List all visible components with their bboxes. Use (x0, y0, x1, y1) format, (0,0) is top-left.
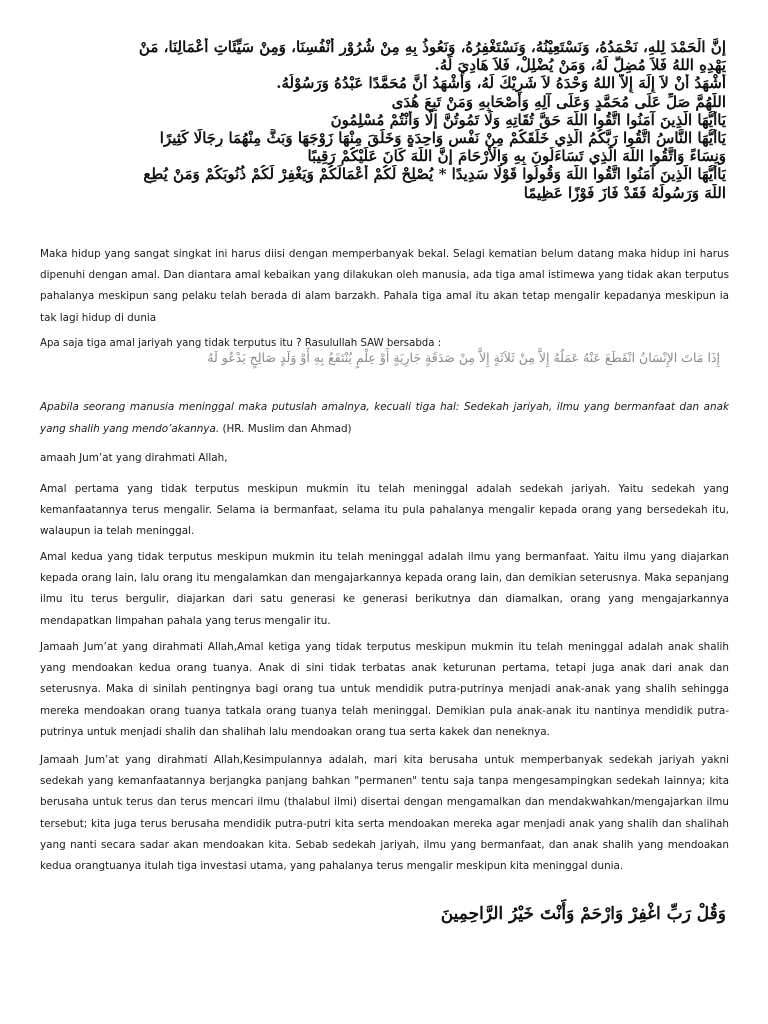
opening-arabic-line: اللَّهُمَّ صَلِّ عَلَى مُحَمَّدٍ وَعَلَى آلِهِ وَأَصْحَابِهِ وَمَنْ تَبِعَ هُدَى (391, 92, 726, 111)
paragraph-sedekah-jariyah: Amal pertama yang tidak terputus meskipun mukmin itu telah meninggal adalah sedekah jariyah. Yaitu sedekah yang kemanfaatannya terus mengalir. Selama ia bermanfaat, selama itu pula pahalanya mengalir kepada orang yang bersedekah itu, walaupun ia telah meninggal. (40, 483, 729, 538)
hadith-source: (HR. Muslim dan Ahmad) (219, 423, 352, 435)
opening-arabic-line: إِنَّ الْحَمْدَ لِلهِ، نَحْمَدُهُ، وَنَسْتَعِيْنُهُ، وَنَسْتَغْفِرُهُ، وَنَعُوذُ بِهِ مِنْ شُرُوْرِ أَنْفُسِنَا، وَمِنْ سَيِّئَاتِ أَعْمَالِنَا، مَنْ (138, 38, 726, 56)
question-line: Apa saja tiga amal jariyah yang tidak terputus itu ? Rasulullah SAW bersabda : (40, 338, 442, 349)
paragraph-kesimpulan: Jamaah Jum’at yang dirahmati Allah,Kesimpulannya adalah, mari kita berusaha untuk memperbanyak sedekah jariyah yakni sedekah yang kemanfaatannya berjangka panjang bahkan "permanen" tentu saja tanpa mengesampingkan sedekah lainnya; kita berusaha untuk terus dan terus mencari ilmu (thalabul ilmi) disertai dengan mengamalkan dan mendakwahkan/mengajarkan ilmu tersebut; kita juga terus berusaha mendidik putra-putri kita serta mendoakan mereka agar menjadi anak yang shalih dan shalihah yang nanti secara sadar akan mendoakan kita. Sebab sedekah jariyah, ilmu yang bermanfaat, dan anak shalih yang mendoakan kedua orangtuanya itulah tiga investasi utama, yang pahalanya terus mengalir meskipun kita meninggal dunia. (40, 754, 729, 873)
opening-arabic-line: أَشْهَدُ أَنْ لاَ إِلَهَ إِلاَّ اللهُ وَحْدَهُ لاَ شَرِيْكَ لَهُ، وَأَشْهَدُ أَنَّ مُحَمَّدًا عَبْدُهُ وَرَسُوْلُهُ. (276, 74, 726, 93)
hadith-translation: Apabila seorang manusia meninggal maka putuslah amalnya, kecuali tiga hal: Sedekah jariyah, ilmu yang bermanfaat dan anak yang shalih yang mendo’akannya. (40, 401, 729, 435)
opening-arabic-line: يَاأَيُّهَا النَّاسُ اتَّقُوا رَبَّكُمُ الَّذِي خَلَقَكُمْ مِنْ نَفْسٍ وَاحِدَةٍ وَخَلَقَ مِنْهَا زَوْجَهَا وَبَثَّ مِنْهُمَا رِجَالًا كَثِيرًا (159, 129, 726, 148)
opening-arabic-line: وَنِسَاءً وَاتَّقُوا اللَّهَ الَّذِي تَسَاءَلُونَ بِهِ وَالْأَرْحَامَ إِنَّ اللَّهَ كَانَ عَلَيْكُمْ رَقِيبًا (307, 147, 726, 166)
paragraph-anak-shalih: Jamaah Jum’at yang dirahmati Allah,Amal ketiga yang tidak terputus meskipun mukmin itu telah meninggal adalah anak shalih yang mendoakan kedua orang tuanya. Anak di sini tidak terbatas anak keturunan pertama, tetapi juga anak dari anak dan seterusnya. Maka di sinilah pentingnya bagi orang tua untuk mendidik putra-putrinya menjadi anak-anak yang shalih sehingga mereka mendoakan orang tuanya tatkala orang tuanya telah meninggal. Demikian pula anak-anak itu nantinya mendidik putra-putrinya untuk menjadi shalih dan shalihah lalu mendoakan orang tua serta kakek dan neneknya. (40, 641, 729, 738)
greeting-line: amaah Jum’at yang dirahmati Allah, (40, 452, 228, 464)
closing-arabic-prayer: وَقُلْ رَبِّ اغْفِرْ وَارْحَمْ وَأَنْتَ خَيْرُ الرَّاحِمِينَ (440, 904, 726, 924)
opening-arabic-block (78, 38, 726, 202)
opening-arabic-line: يَاأَيُّهَا الَّذِينَ آمَنُوا اتَّقُوا اللَّهَ وَقُولُوا قَوْلًا سَدِيدًا * يُصْلِحْ لَكُمْ أَعْمَالَكُمْ وَيَغْفِرْ لَكُمْ ذُنُوبَكُمْ وَمَنْ يُطِعِ (143, 165, 726, 184)
hadith-arabic: إِذَا مَاتَ الإِنْسَانُ انْقَطَعَ عَنْهُ عَمَلُهُ إِلاَّ مِنْ ثَلاَثَةٍ إِلاَّ مِنْ صَدَقَةٍ جَارِيَةٍ أَوْ عِلْمٍ يُنْتَفَعُ بِهِ أَوْ وَلَدٍ صَالِحٍ يَدْعُو لَهُ (207, 350, 720, 365)
intro-paragraph: Maka hidup yang sangat singkat ini harus diisi dengan memperbanyak bekal. Selagi kematian belum datang maka hidup ini harus dipenuhi dengan amal. Dan diantara amal kebaikan yang dilakukan oleh manusia, ada tiga amal istimewa yang tidak akan terputus pahalanya meskipun sang pelaku telah berada di alam barzakh. Pahala tiga amal itu akan tetap mengalir kepadanya meskipun ia tak lagi hidup di dunia (40, 248, 729, 324)
opening-arabic-line: يَاأَيُّهَا الَّذِينَ آمَنُوا اتَّقُوا اللَّهَ حَقَّ تُقَاتِهِ وَلَا تَمُوتُنَّ إِلَّا وَأَنْتُمْ مُسْلِمُونَ (330, 110, 726, 129)
hadith-translation-paragraph (40, 396, 729, 440)
opening-arabic-line: اللَّهَ وَرَسُولَهُ فَقَدْ فَازَ فَوْزًا عَظِيمًا (523, 183, 726, 202)
opening-arabic-line: يَهْدِهِ اللهُ فَلاَ مُضِلَّ لَهُ، وَمَنْ يُضْلِلْ، فَلاَ هَادِيَ لَهُ. (434, 56, 726, 75)
paragraph-ilmu-bermanfaat: Amal kedua yang tidak terputus meskipun mukmin itu telah meninggal adalah ilmu yang bermanfaat. Yaitu ilmu yang diajarkan kepada orang lain, lalu orang itu mengalamkan dan mengajarkannya kepada orang lain, dan demikian seterusnya. Maka sepanjang ilmu itu terus bergulir, diajarkan dari satu generasi ke generasi berikutnya dan diamalkan, orang yang mengajarkannya mendapatkan limpahan pahala yang terus mengalir itu. (40, 551, 729, 627)
